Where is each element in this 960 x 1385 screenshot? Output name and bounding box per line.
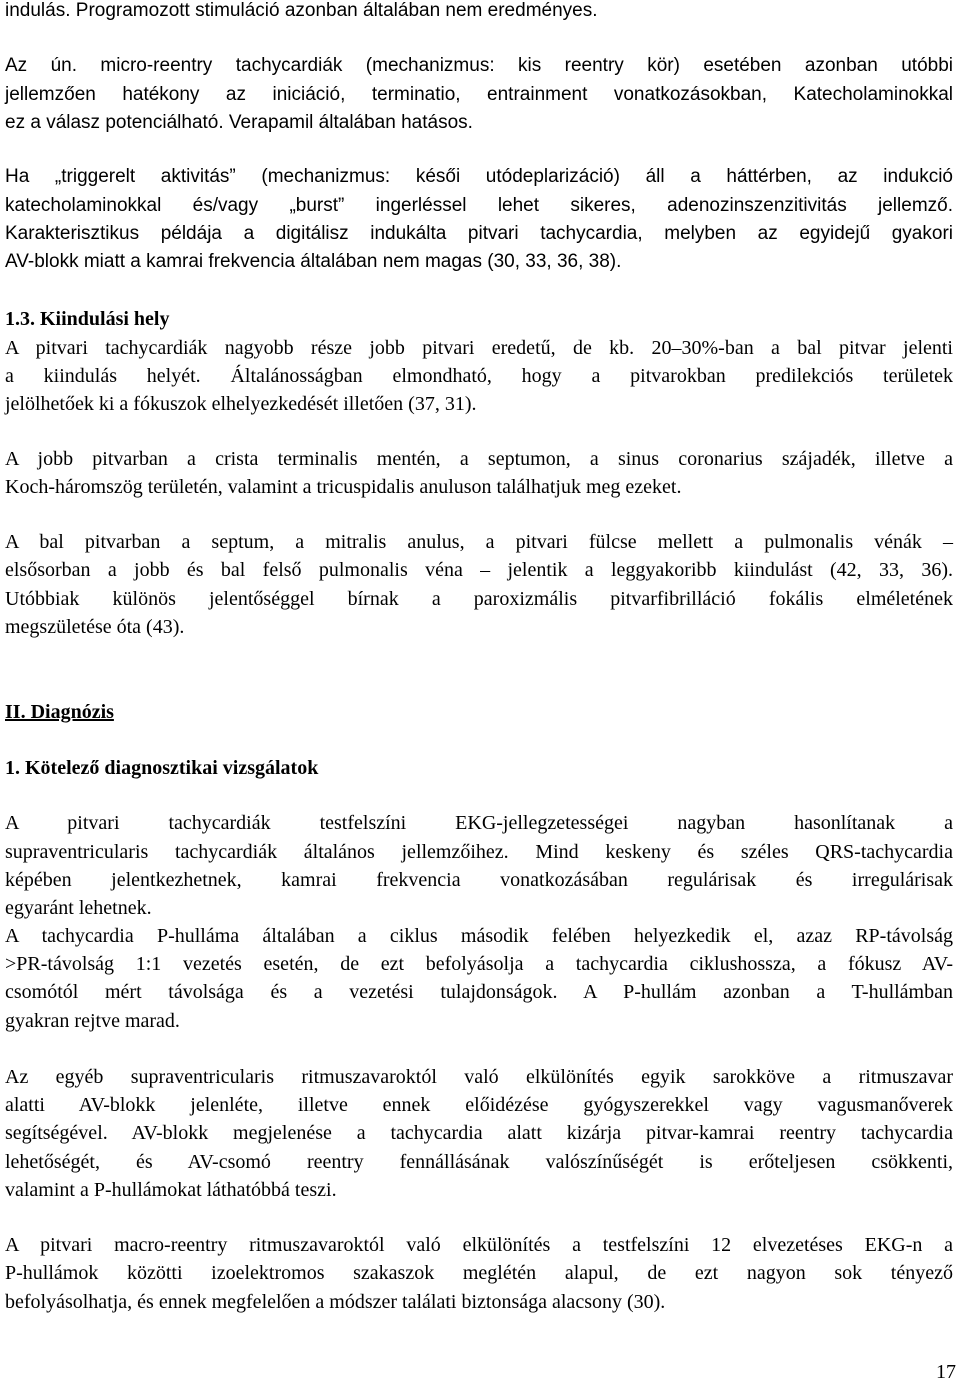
text-line: ez a válasz potenciálható. Verapamil általában hatásos.	[5, 112, 473, 133]
text-line: Az ún. micro-reentry tachycardiák (mechanizmus: kis reentry kör) esetében azonban utóbbi	[5, 55, 953, 76]
text-line: Ha „triggerelt aktivitás” (mechanizmus: késői utódeplarizáció) áll a háttérben, az indukció	[5, 166, 953, 187]
text-line: alatti AV-blokk jelenléte, illetve ennek előidézése gyógyszerekkel vagy vagusmanőverek	[5, 1094, 953, 1116]
text-line: P-hullámok közötti izoelektromos szakaszok meglétén alapul, de ezt nagyon sok tényező	[5, 1262, 953, 1284]
text-line: egyaránt lehetnek.	[5, 897, 152, 919]
text-line: képében jelentkezhetnek, kamrai frekvencia vonatkozásában regulárisak és irregulárisak	[5, 869, 953, 891]
page-number: 17	[936, 1361, 956, 1383]
text-line: segítségével. AV-blokk megjelenése a tachycardia alatt kizárja pitvar-kamrai reentry tachycardia	[5, 1122, 953, 1144]
heading-text: 1. Kötelező diagnosztikai vizsgálatok	[5, 757, 319, 779]
text-line: A pitvari tachycardiák testfelszíni EKG-jellegzetességei nagyban hasonlítanak a	[5, 812, 953, 834]
text-line: jelölhetőek ki a fókuszok elhelyezkedését illetően (37, 31).	[5, 393, 477, 415]
heading-text	[5, 701, 953, 725]
underlined-heading-text: II. Diagnózis	[5, 701, 114, 723]
text-line: valamint a P-hullámokat láthatóbbá teszi.	[5, 1179, 337, 1201]
text-line: A jobb pitvarban a crista terminalis mentén, a septumon, a sinus coronarius szájadék, illetve a	[5, 448, 953, 470]
text-line: A tachycardia P-hulláma általában a ciklus második felében helyezkedik el, azaz RP-távolság	[5, 925, 953, 947]
text-line: Koch-háromszög területén, valamint a tricuspidalis anuluson találhatjuk meg ezeket.	[5, 476, 682, 498]
text-line: supraventricularis tachycardiák általános jellemzőihez. Mind keskeny és széles QRS-tachycardia	[5, 841, 953, 863]
text-line: lehetőségét, és AV-csomó reentry fennállásának valószínűségét is erőteljesen csökkenti,	[5, 1151, 953, 1173]
text-line: csomótól mért távolsága és a vezetési tulajdonságok. A P-hullám azonban a T-hullámban	[5, 981, 953, 1003]
text-line: elsősorban a jobb és bal felső pulmonalis véna – jelentik a leggyakoribb kiindulást (42, 33, 36).	[5, 559, 953, 581]
text-line: A pitvari macro-reentry ritmuszavaroktól való elkülönítés a testfelszíni 12 elvezetéses EKG-n a	[5, 1234, 953, 1256]
text-line: AV-blokk miatt a kamrai frekvencia általában nem magas (30, 33, 36, 38).	[5, 251, 622, 272]
text-line: A pitvari tachycardiák nagyobb része jobb pitvari eredetű, de kb. 20–30%-ban a bal pitvar jelenti	[5, 337, 953, 359]
text-line: Az egyéb supraventricularis ritmuszavaroktól való elkülönítés egyik sarokköve a ritmuszavar	[5, 1066, 953, 1088]
text-line: Utóbbiak különös jelentőséggel bírnak a paroxizmális pitvarfibrilláció fokális elméletének	[5, 588, 953, 610]
text-line: Karakterisztikus példája a digitálisz indukálta pitvari tachycardia, melyben az egyidejű gyakori	[5, 223, 953, 244]
text-line: befolyásolhatja, és ennek megfelelően a módszer találati biztonsága alacsony (30).	[5, 1291, 666, 1313]
text-line: jellemzően hatékony az iniciáció, terminatio, entrainment vonatkozásokban, Katecholaminokkal	[5, 84, 953, 105]
text-line: megszületése óta (43).	[5, 616, 185, 638]
text-line: gyakran rejtve marad.	[5, 1010, 180, 1032]
text-line: a kiindulás helyét. Általánosságban elmondható, hogy a pitvarokban predilekciós területek	[5, 365, 953, 387]
text-line: A bal pitvarban a septum, a mitralis anulus, a pitvari fülcse mellett a pulmonalis vénák –	[5, 531, 953, 553]
text-line: >PR-távolság 1:1 vezetés esetén, de ezt befolyásolja a tachycardia ciklushossza, a fókusz AV-	[5, 953, 953, 975]
text-line: indulás. Programozott stimuláció azonban általában nem eredményes.	[5, 0, 598, 21]
heading-text: 1.3. Kiindulási hely	[5, 308, 170, 330]
text-line: katecholaminokkal és/vagy „burst” ingerléssel lehet sikeres, adenozinszenzitivitás jellemző.	[5, 195, 953, 216]
